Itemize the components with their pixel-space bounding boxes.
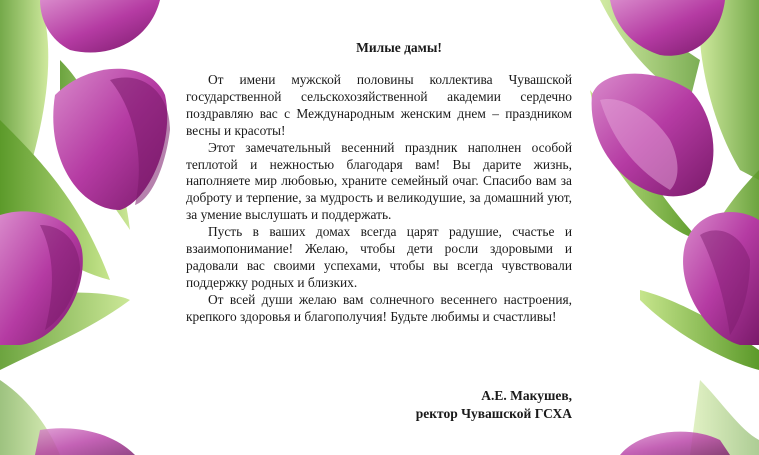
letter-paragraph-4: От всей души желаю вам солнечного весеннего настроения, крепкого здоровья и благополучия! Будьте любимы и счастливы!	[186, 291, 572, 324]
letter-paragraph-2: Этот замечательный весенний праздник наполнен особой теплотой и нежностью благодаря вам! Вы дарите жизнь, наполняете мир любовью, храните семейный очаг. Спасибо вам за доброту и терпение, за мудрость и великодушие, за домашний уют, за умение выслушать и поддержать.	[186, 139, 572, 223]
letter-title: Милые дамы!	[356, 40, 442, 55]
letter-paragraph-1: От имени мужской половины коллектива Чувашской государственной сельскохозяйственной академии сердечно поздравляю вас с Международным женским днем – праздником весны и красоты!	[186, 72, 572, 138]
right-tulips-icon	[590, 0, 759, 455]
left-tulips-icon	[0, 0, 170, 455]
signature-name: А.Е. Макушев,	[481, 388, 572, 403]
greeting-letter	[186, 40, 572, 326]
letter-paragraph-3: Пусть в ваших домах всегда царят радушие, счастье и взаимопонимание! Желаю, чтобы дети росли здоровыми и радовали вас своими успехами, чтобы вы всегда чувствовали поддержку родных и близких.	[186, 224, 572, 290]
signature-title: ректор Чувашской ГСХА	[415, 406, 572, 421]
